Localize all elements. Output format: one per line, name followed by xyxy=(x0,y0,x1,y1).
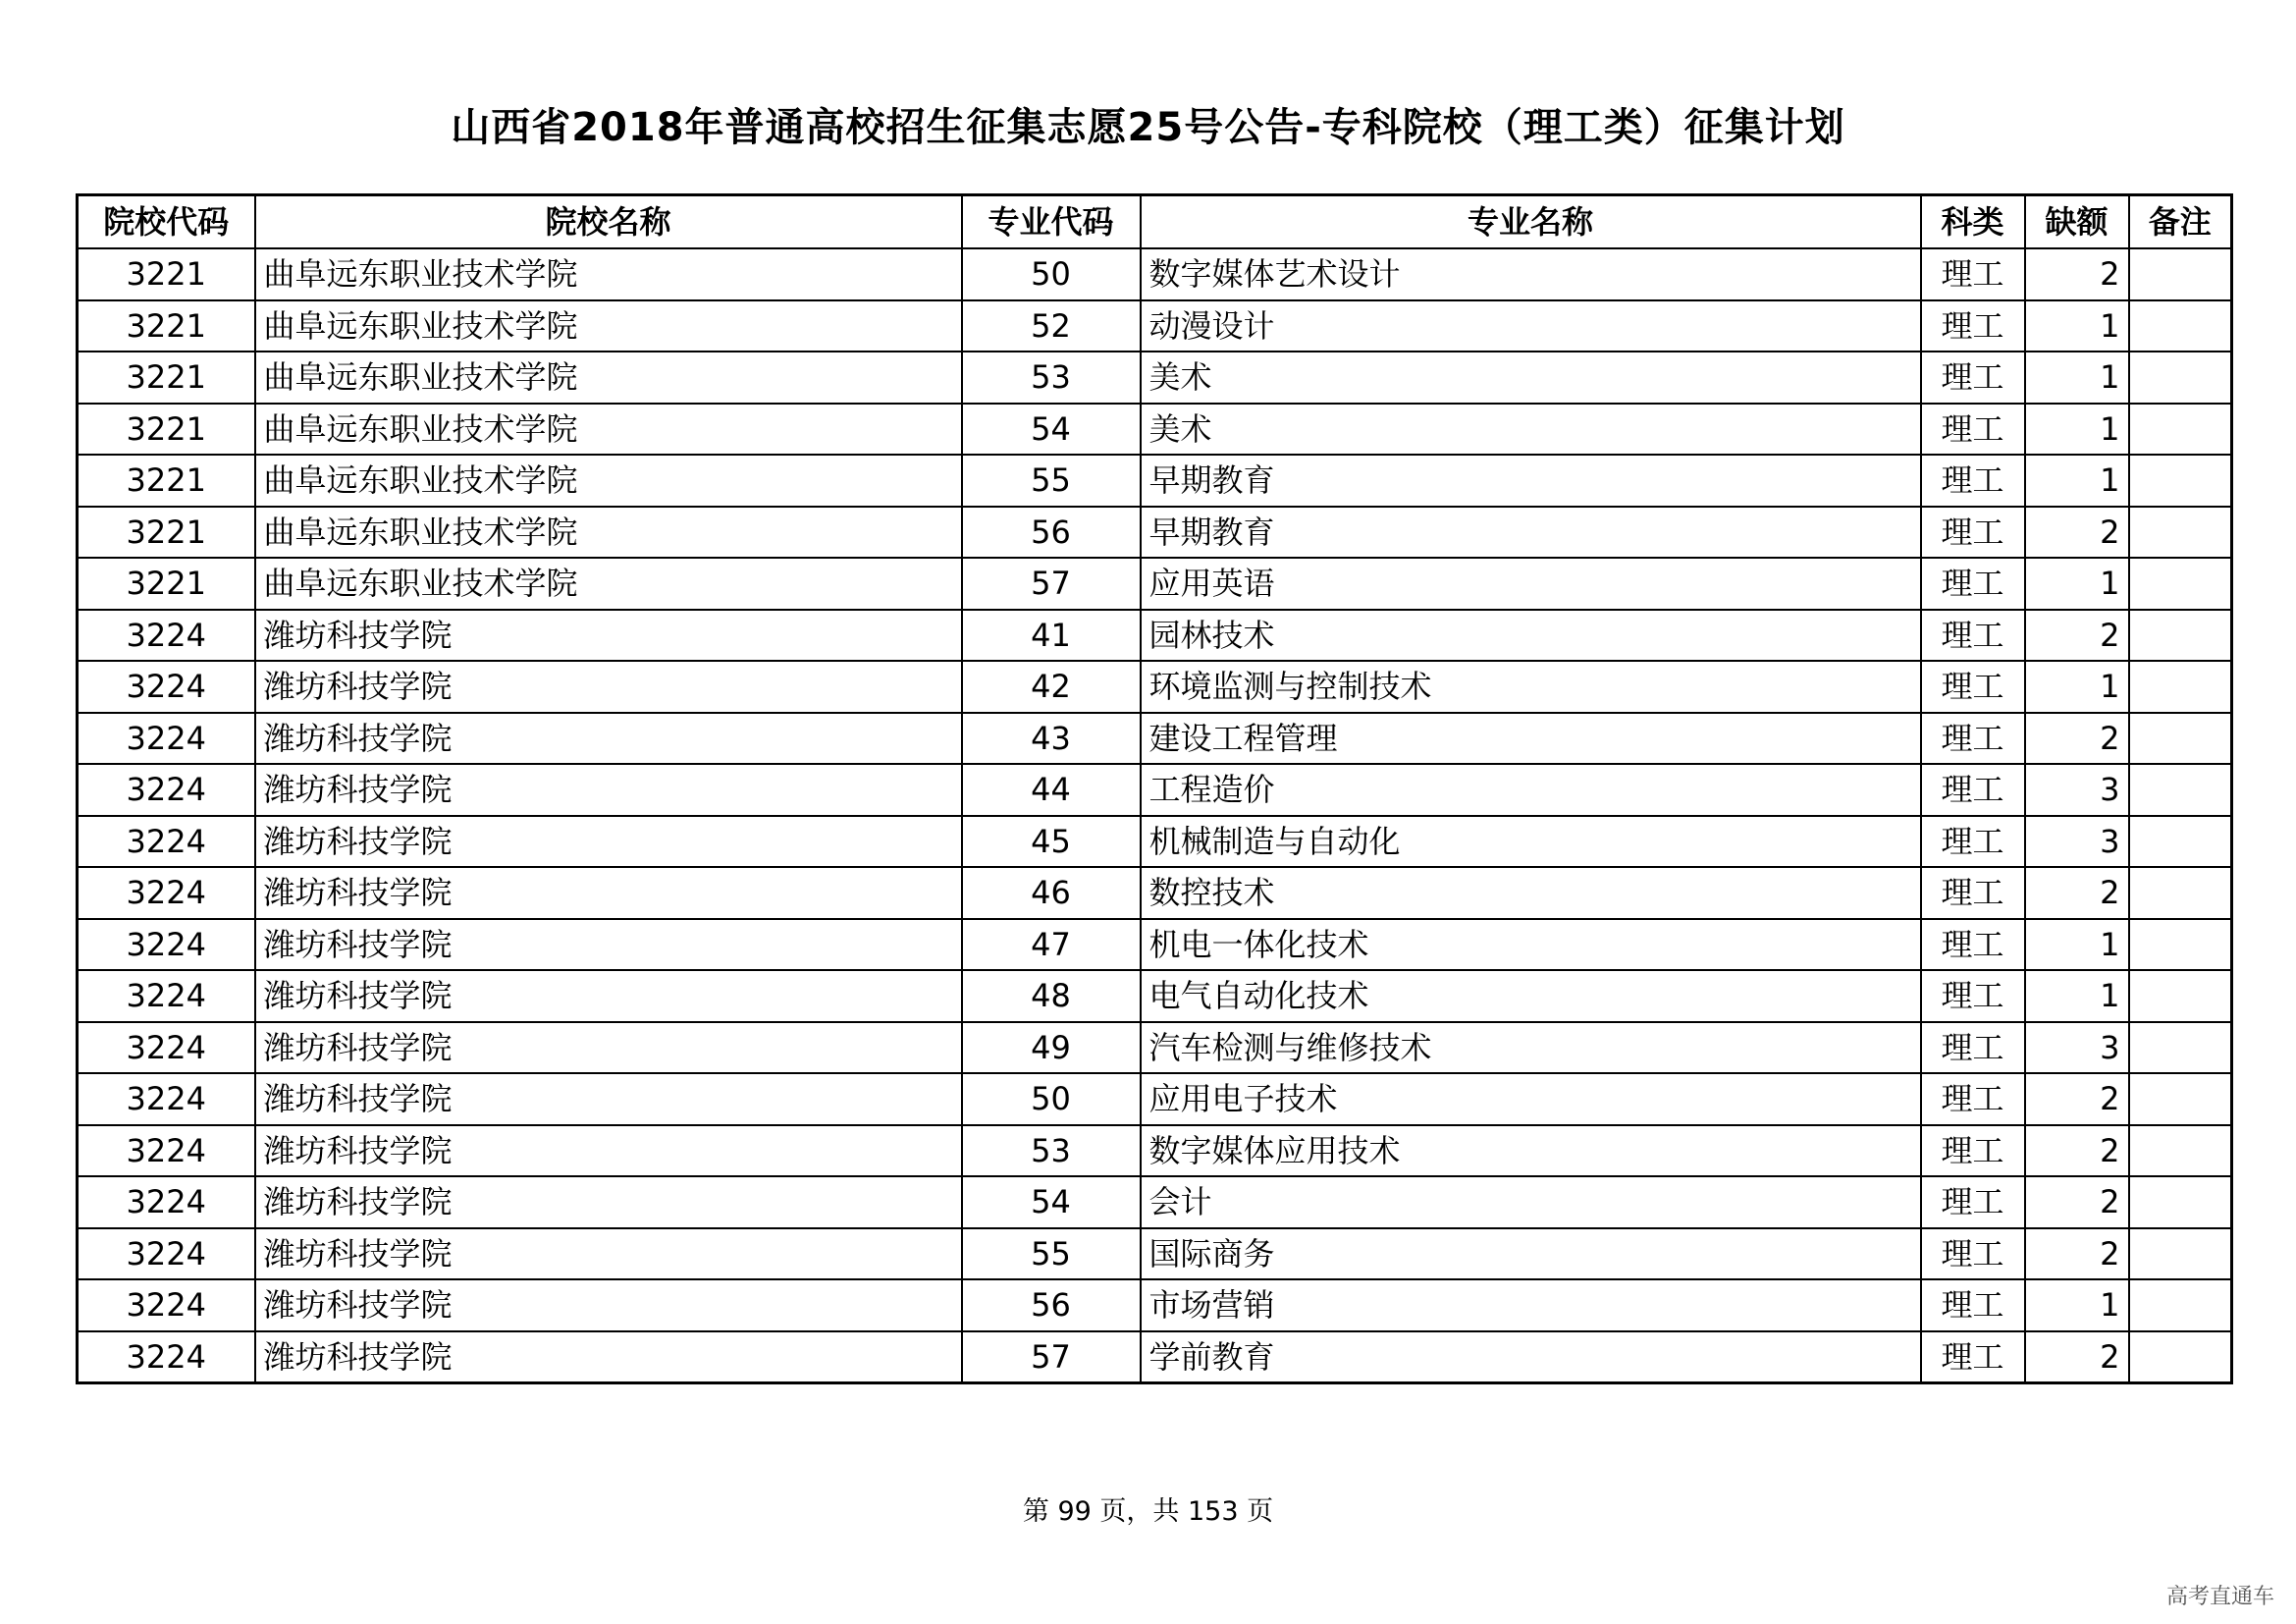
table-row xyxy=(78,1176,2232,1228)
header-school-name: 院校名称 xyxy=(255,195,962,249)
cell-school-code: 3224 xyxy=(78,713,255,765)
cell-major-name: 美术 xyxy=(1141,352,1921,404)
cell-major-code: 52 xyxy=(962,300,1141,352)
cell-category: 理工 xyxy=(1921,816,2025,868)
cell-major-name: 汽车检测与维修技术 xyxy=(1141,1022,1921,1074)
cell-note xyxy=(2129,300,2232,352)
cell-category: 理工 xyxy=(1921,455,2025,507)
cell-quota: 2 xyxy=(2025,1176,2129,1228)
cell-school-name: 潍坊科技学院 xyxy=(255,661,962,713)
cell-school-code: 3221 xyxy=(78,507,255,559)
table-row xyxy=(78,816,2232,868)
cell-major-code: 56 xyxy=(962,1279,1141,1331)
cell-quota: 2 xyxy=(2025,1073,2129,1125)
cell-school-name: 曲阜远东职业技术学院 xyxy=(255,300,962,352)
cell-quota: 1 xyxy=(2025,919,2129,971)
cell-note xyxy=(2129,1073,2232,1125)
cell-category: 理工 xyxy=(1921,661,2025,713)
cell-school-code: 3224 xyxy=(78,1022,255,1074)
cell-major-name: 园林技术 xyxy=(1141,610,1921,662)
cell-school-name: 潍坊科技学院 xyxy=(255,867,962,919)
cell-note xyxy=(2129,1331,2232,1383)
cell-category: 理工 xyxy=(1921,1279,2025,1331)
cell-major-code: 55 xyxy=(962,455,1141,507)
cell-note xyxy=(2129,1279,2232,1331)
cell-quota: 1 xyxy=(2025,1279,2129,1331)
cell-note xyxy=(2129,507,2232,559)
cell-note xyxy=(2129,919,2232,971)
cell-school-name: 曲阜远东职业技术学院 xyxy=(255,404,962,456)
enrollment-plan-table xyxy=(76,193,2233,1384)
cell-major-name: 环境监测与控制技术 xyxy=(1141,661,1921,713)
cell-school-code: 3221 xyxy=(78,248,255,300)
cell-quota: 1 xyxy=(2025,970,2129,1022)
cell-school-code: 3221 xyxy=(78,404,255,456)
cell-category: 理工 xyxy=(1921,404,2025,456)
cell-major-name: 应用英语 xyxy=(1141,558,1921,610)
cell-major-code: 48 xyxy=(962,970,1141,1022)
table-row xyxy=(78,919,2232,971)
cell-school-name: 潍坊科技学院 xyxy=(255,1331,962,1383)
cell-note xyxy=(2129,713,2232,765)
cell-school-name: 潍坊科技学院 xyxy=(255,919,962,971)
cell-major-name: 市场营销 xyxy=(1141,1279,1921,1331)
cell-quota: 2 xyxy=(2025,1125,2129,1177)
cell-note xyxy=(2129,610,2232,662)
cell-school-code: 3221 xyxy=(78,300,255,352)
cell-major-name: 国际商务 xyxy=(1141,1228,1921,1280)
cell-major-code: 45 xyxy=(962,816,1141,868)
page-footer: 第 99 页，共 153 页 xyxy=(1022,1496,1274,1527)
cell-category: 理工 xyxy=(1921,867,2025,919)
table-row xyxy=(78,352,2232,404)
cell-major-name: 美术 xyxy=(1141,404,1921,456)
table-row xyxy=(78,1228,2232,1280)
cell-major-code: 50 xyxy=(962,1073,1141,1125)
cell-quota: 3 xyxy=(2025,764,2129,816)
cell-note xyxy=(2129,352,2232,404)
cell-major-name: 建设工程管理 xyxy=(1141,713,1921,765)
cell-note xyxy=(2129,404,2232,456)
table-row xyxy=(78,970,2232,1022)
cell-major-name: 工程造价 xyxy=(1141,764,1921,816)
cell-school-name: 曲阜远东职业技术学院 xyxy=(255,507,962,559)
cell-school-name: 潍坊科技学院 xyxy=(255,764,962,816)
cell-quota: 2 xyxy=(2025,1228,2129,1280)
cell-note xyxy=(2129,1022,2232,1074)
cell-quota: 1 xyxy=(2025,455,2129,507)
cell-category: 理工 xyxy=(1921,610,2025,662)
cell-school-name: 曲阜远东职业技术学院 xyxy=(255,248,962,300)
watermark-text: 高考直通车 xyxy=(2165,1585,2274,1609)
cell-category: 理工 xyxy=(1921,352,2025,404)
cell-major-code: 41 xyxy=(962,610,1141,662)
cell-note xyxy=(2129,558,2232,610)
cell-category: 理工 xyxy=(1921,764,2025,816)
cell-major-code: 57 xyxy=(962,558,1141,610)
cell-quota: 1 xyxy=(2025,300,2129,352)
cell-note xyxy=(2129,816,2232,868)
cell-category: 理工 xyxy=(1921,300,2025,352)
cell-major-name: 数字媒体艺术设计 xyxy=(1141,248,1921,300)
cell-category: 理工 xyxy=(1921,970,2025,1022)
cell-school-code: 3224 xyxy=(78,1228,255,1280)
cell-category: 理工 xyxy=(1921,1022,2025,1074)
cell-note xyxy=(2129,1125,2232,1177)
table-row xyxy=(78,404,2232,456)
cell-major-code: 54 xyxy=(962,404,1141,456)
header-school-code: 院校代码 xyxy=(78,195,255,249)
cell-school-code: 3224 xyxy=(78,867,255,919)
table-row xyxy=(78,1125,2232,1177)
cell-note xyxy=(2129,248,2232,300)
table-row xyxy=(78,558,2232,610)
cell-category: 理工 xyxy=(1921,507,2025,559)
cell-major-name: 动漫设计 xyxy=(1141,300,1921,352)
cell-category: 理工 xyxy=(1921,713,2025,765)
cell-category: 理工 xyxy=(1921,1228,2025,1280)
cell-quota: 2 xyxy=(2025,248,2129,300)
cell-major-name: 早期教育 xyxy=(1141,455,1921,507)
header-major-name: 专业名称 xyxy=(1141,195,1921,249)
page-title: 山西省2018年普通高校招生征集志愿25号公告-专科院校（理工类）征集计划 xyxy=(451,105,1845,150)
cell-school-name: 潍坊科技学院 xyxy=(255,970,962,1022)
cell-quota: 3 xyxy=(2025,816,2129,868)
table-row xyxy=(78,867,2232,919)
cell-category: 理工 xyxy=(1921,1073,2025,1125)
cell-note xyxy=(2129,970,2232,1022)
cell-school-code: 3221 xyxy=(78,455,255,507)
cell-school-code: 3224 xyxy=(78,1279,255,1331)
cell-school-name: 潍坊科技学院 xyxy=(255,1279,962,1331)
cell-major-code: 53 xyxy=(962,352,1141,404)
cell-school-code: 3224 xyxy=(78,610,255,662)
cell-major-code: 46 xyxy=(962,867,1141,919)
cell-quota: 1 xyxy=(2025,352,2129,404)
cell-school-name: 曲阜远东职业技术学院 xyxy=(255,455,962,507)
cell-school-name: 潍坊科技学院 xyxy=(255,610,962,662)
cell-school-name: 潍坊科技学院 xyxy=(255,1228,962,1280)
table-row xyxy=(78,713,2232,765)
cell-major-code: 50 xyxy=(962,248,1141,300)
cell-note xyxy=(2129,1228,2232,1280)
cell-category: 理工 xyxy=(1921,558,2025,610)
cell-major-name: 机械制造与自动化 xyxy=(1141,816,1921,868)
table-row xyxy=(78,1279,2232,1331)
cell-school-name: 曲阜远东职业技术学院 xyxy=(255,352,962,404)
cell-quota: 2 xyxy=(2025,610,2129,662)
cell-major-name: 应用电子技术 xyxy=(1141,1073,1921,1125)
table-row xyxy=(78,455,2232,507)
cell-school-code: 3224 xyxy=(78,1331,255,1383)
cell-school-code: 3224 xyxy=(78,970,255,1022)
cell-school-code: 3224 xyxy=(78,919,255,971)
cell-quota: 1 xyxy=(2025,558,2129,610)
cell-note xyxy=(2129,764,2232,816)
cell-school-name: 潍坊科技学院 xyxy=(255,713,962,765)
cell-school-name: 曲阜远东职业技术学院 xyxy=(255,558,962,610)
cell-quota: 2 xyxy=(2025,867,2129,919)
cell-school-name: 潍坊科技学院 xyxy=(255,816,962,868)
cell-major-name: 电气自动化技术 xyxy=(1141,970,1921,1022)
table-row xyxy=(78,661,2232,713)
cell-note xyxy=(2129,867,2232,919)
cell-note xyxy=(2129,455,2232,507)
cell-major-code: 55 xyxy=(962,1228,1141,1280)
cell-quota: 1 xyxy=(2025,404,2129,456)
cell-school-code: 3224 xyxy=(78,816,255,868)
cell-school-name: 潍坊科技学院 xyxy=(255,1022,962,1074)
cell-school-name: 潍坊科技学院 xyxy=(255,1125,962,1177)
table-row xyxy=(78,1022,2232,1074)
cell-major-code: 42 xyxy=(962,661,1141,713)
cell-major-name: 数字媒体应用技术 xyxy=(1141,1125,1921,1177)
cell-major-code: 57 xyxy=(962,1331,1141,1383)
cell-category: 理工 xyxy=(1921,248,2025,300)
table-row xyxy=(78,610,2232,662)
cell-school-code: 3221 xyxy=(78,558,255,610)
table-row xyxy=(78,1331,2232,1383)
cell-quota: 1 xyxy=(2025,661,2129,713)
cell-quota: 2 xyxy=(2025,713,2129,765)
header-quota: 缺额 xyxy=(2025,195,2129,249)
cell-major-code: 56 xyxy=(962,507,1141,559)
header-category: 科类 xyxy=(1921,195,2025,249)
cell-major-name: 早期教育 xyxy=(1141,507,1921,559)
table-row xyxy=(78,1073,2232,1125)
cell-school-code: 3221 xyxy=(78,352,255,404)
table-body xyxy=(78,248,2232,1383)
cell-school-code: 3224 xyxy=(78,661,255,713)
cell-school-name: 潍坊科技学院 xyxy=(255,1073,962,1125)
cell-major-name: 机电一体化技术 xyxy=(1141,919,1921,971)
cell-school-code: 3224 xyxy=(78,1176,255,1228)
cell-major-code: 43 xyxy=(962,713,1141,765)
cell-quota: 3 xyxy=(2025,1022,2129,1074)
cell-category: 理工 xyxy=(1921,1331,2025,1383)
cell-quota: 2 xyxy=(2025,1331,2129,1383)
cell-major-code: 44 xyxy=(962,764,1141,816)
cell-category: 理工 xyxy=(1921,1125,2025,1177)
cell-note xyxy=(2129,661,2232,713)
cell-major-code: 49 xyxy=(962,1022,1141,1074)
cell-note xyxy=(2129,1176,2232,1228)
cell-school-code: 3224 xyxy=(78,764,255,816)
table-row xyxy=(78,764,2232,816)
table-row xyxy=(78,507,2232,559)
table-header-row xyxy=(78,195,2232,249)
cell-quota: 2 xyxy=(2025,507,2129,559)
cell-category: 理工 xyxy=(1921,1176,2025,1228)
cell-category: 理工 xyxy=(1921,919,2025,971)
table-row xyxy=(78,300,2232,352)
cell-school-code: 3224 xyxy=(78,1073,255,1125)
table-row xyxy=(78,248,2232,300)
cell-major-code: 47 xyxy=(962,919,1141,971)
cell-major-code: 53 xyxy=(962,1125,1141,1177)
header-major-code: 专业代码 xyxy=(962,195,1141,249)
cell-major-name: 会计 xyxy=(1141,1176,1921,1228)
cell-major-code: 54 xyxy=(962,1176,1141,1228)
cell-major-name: 数控技术 xyxy=(1141,867,1921,919)
header-note: 备注 xyxy=(2129,195,2232,249)
cell-school-code: 3224 xyxy=(78,1125,255,1177)
cell-major-name: 学前教育 xyxy=(1141,1331,1921,1383)
cell-school-name: 潍坊科技学院 xyxy=(255,1176,962,1228)
